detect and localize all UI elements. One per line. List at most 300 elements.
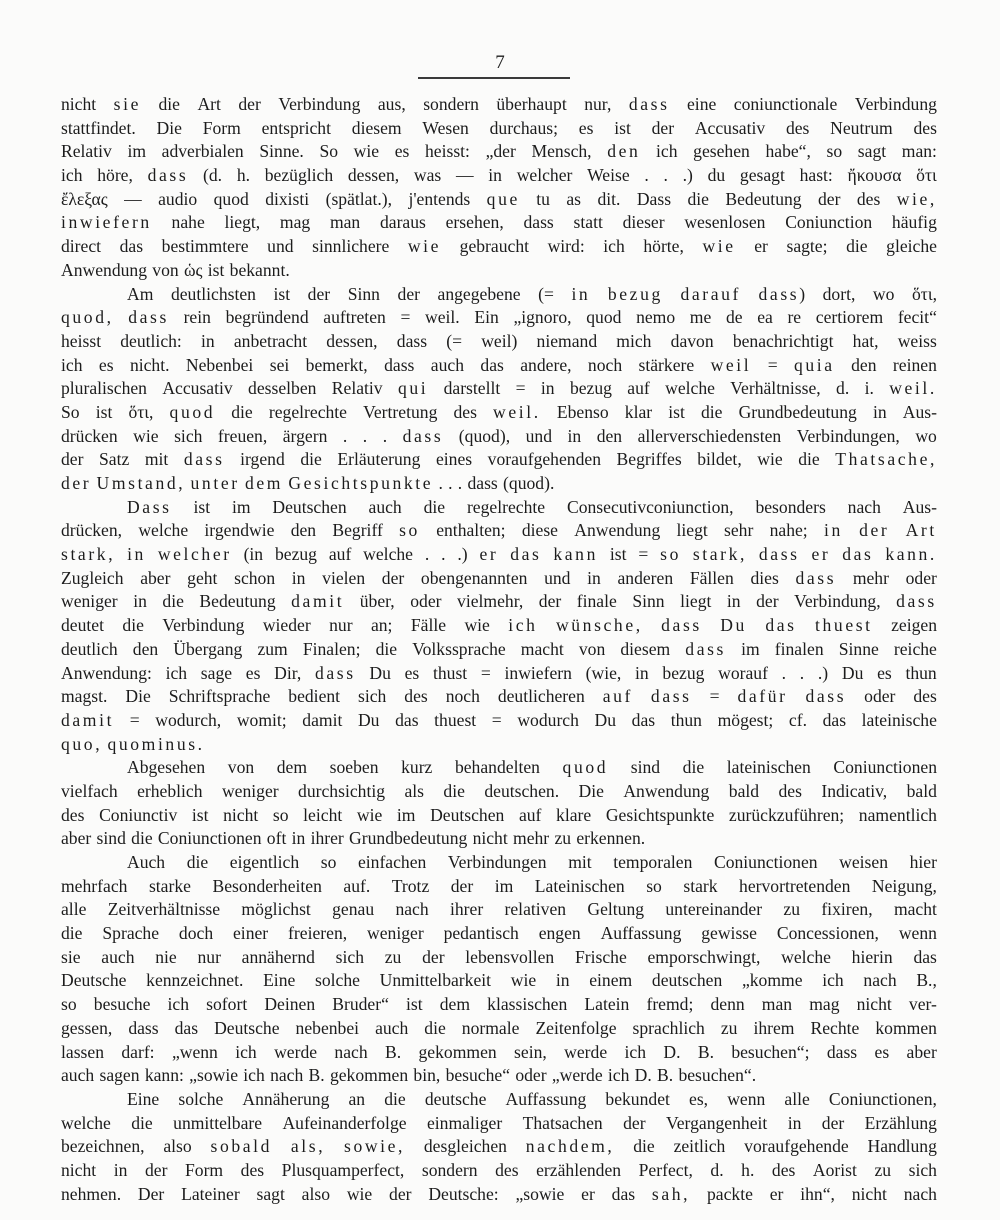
word: Vergangenheit	[665, 1112, 768, 1133]
word: quod	[169, 401, 216, 422]
text-line	[61, 614, 937, 638]
word: vielen	[322, 567, 366, 588]
word: mehr	[513, 828, 550, 849]
word: Die	[156, 117, 182, 138]
word: ich	[508, 615, 538, 636]
text-line	[61, 780, 937, 804]
word: dass	[523, 212, 554, 233]
word: ich	[822, 970, 844, 991]
word: (d.	[203, 165, 223, 186]
word: liegt	[680, 591, 712, 612]
word: regelrechte	[466, 496, 546, 517]
word: quod	[586, 307, 622, 328]
word: weniger	[61, 591, 118, 612]
word: Vertretung	[363, 401, 438, 422]
word: die	[846, 236, 868, 257]
word: ihrer	[449, 899, 484, 920]
text-line	[61, 638, 937, 662]
word: noch	[587, 354, 623, 375]
word: diese	[521, 520, 558, 541]
text-line	[61, 93, 937, 117]
word: „ignoro,	[513, 307, 572, 328]
word: hast:	[799, 165, 833, 186]
word: es	[404, 662, 420, 683]
word: sage	[200, 662, 233, 683]
word: welche	[665, 378, 715, 399]
word: das	[395, 709, 419, 730]
word: hier	[909, 852, 937, 872]
word: pedantisch	[443, 923, 519, 944]
word: weil.	[493, 401, 541, 422]
word: nebenbei	[295, 1017, 360, 1038]
word: wodurch	[517, 709, 579, 730]
word: so	[826, 141, 843, 162]
word: klar	[624, 401, 653, 422]
text-line	[61, 709, 937, 733]
word: im	[741, 638, 760, 659]
word: Frische	[574, 946, 627, 967]
word: So	[61, 401, 80, 422]
word: der	[381, 567, 405, 588]
word: der	[450, 875, 474, 896]
word: Dass	[636, 188, 672, 209]
word: im	[231, 496, 251, 517]
word: „sowie	[515, 1183, 565, 1204]
word: „der	[485, 141, 516, 162]
word: gekommen	[329, 1065, 409, 1086]
word: das	[510, 544, 542, 565]
word: sie	[113, 94, 142, 114]
word: die	[682, 757, 705, 778]
text-line	[61, 733, 937, 757]
word: deutlicheren	[497, 686, 585, 707]
word: dessen,	[347, 165, 400, 186]
word: Annäherung	[242, 1088, 330, 1109]
word: Deutsche	[61, 970, 127, 991]
word: deutschen.	[484, 780, 560, 801]
word: d.	[710, 1159, 724, 1180]
text-line	[61, 377, 937, 401]
word: eines	[435, 449, 473, 470]
word: sagen	[99, 1065, 140, 1086]
word: sich	[335, 946, 365, 967]
text-line	[61, 188, 937, 212]
word: nach	[334, 1041, 368, 1062]
word: deutsche	[424, 1088, 487, 1109]
word: (in	[243, 544, 264, 565]
word: .	[424, 544, 430, 565]
word: voraufgehenden	[487, 449, 601, 470]
word: =	[400, 307, 411, 328]
word: as	[566, 188, 582, 209]
word: Zeitenfolge	[535, 1017, 617, 1038]
word: statt	[573, 212, 603, 233]
word: Bedeutung	[199, 591, 276, 612]
word: nicht.	[129, 354, 170, 375]
word: bildet,	[697, 449, 742, 470]
word: Concessionen,	[776, 923, 879, 944]
word: er	[769, 1183, 784, 1204]
word: durchsichtig	[298, 780, 386, 801]
word: Coniunctionen	[713, 852, 818, 872]
word: Bedeutung	[725, 188, 802, 209]
word: Fällen	[689, 567, 734, 588]
word: der	[821, 1112, 845, 1133]
word: Begriff	[332, 520, 383, 541]
text-line	[61, 1088, 937, 1112]
text-line	[61, 685, 937, 709]
word: Weise	[587, 165, 630, 186]
word: es	[245, 662, 261, 683]
word: wie	[346, 1183, 373, 1204]
word: auf	[627, 378, 650, 399]
word: (=	[446, 330, 463, 351]
word: sich	[908, 1159, 937, 1180]
word: nur	[329, 615, 353, 636]
word: angegebene	[437, 283, 521, 304]
text-line	[61, 543, 937, 567]
word: werde	[274, 1041, 318, 1062]
word: kurz	[401, 757, 433, 778]
word: dixisti	[265, 188, 310, 209]
word: .)	[817, 662, 829, 683]
word: die	[700, 401, 723, 422]
word: nehmen.	[61, 1183, 122, 1204]
word: den	[596, 425, 623, 446]
word: ich	[607, 1065, 630, 1086]
word: anderen	[617, 567, 674, 588]
word: in	[872, 401, 887, 422]
text-line	[61, 283, 937, 307]
text-line	[61, 1159, 937, 1183]
word: sondern	[421, 1159, 478, 1180]
word: Coniunctionen	[833, 757, 937, 778]
word: der	[623, 1112, 646, 1133]
text-line	[61, 448, 937, 472]
word: stark,	[61, 544, 116, 565]
word: stark	[683, 875, 718, 896]
word: =	[767, 354, 778, 375]
word: von	[152, 259, 179, 280]
word: .	[438, 473, 443, 493]
word: was	[413, 165, 442, 186]
word: im	[396, 804, 416, 825]
word: mich	[616, 330, 652, 351]
word: zu	[783, 899, 801, 920]
word: die	[162, 591, 184, 612]
word: B.	[697, 1041, 714, 1062]
word: ist	[95, 401, 113, 422]
text-line	[61, 567, 937, 591]
word: niemand	[536, 330, 598, 351]
word: auch	[61, 1065, 95, 1086]
word: Schriftsprache	[168, 686, 271, 707]
word: ist	[406, 994, 423, 1015]
word: der	[144, 1159, 168, 1180]
word: darauf	[680, 283, 741, 304]
word: kennzeichnet.	[146, 970, 244, 991]
word: deutet	[61, 615, 104, 636]
word: in	[540, 378, 555, 399]
word: ὅτι	[916, 165, 937, 186]
word: auf	[518, 804, 542, 825]
word: er	[581, 1183, 595, 1204]
word: quia	[794, 354, 835, 375]
word: dass	[805, 686, 847, 707]
text-line	[61, 1017, 937, 1041]
word: auf	[328, 544, 352, 565]
word: nach	[847, 496, 881, 517]
word: das	[913, 946, 937, 967]
word: starke	[148, 875, 191, 896]
word: freieren,	[288, 923, 348, 944]
word: dass	[650, 686, 692, 707]
word: in	[555, 970, 570, 991]
word: Art	[905, 520, 937, 541]
word: behandelten	[454, 757, 540, 778]
word: B.	[308, 1065, 325, 1086]
word: quod	[562, 757, 609, 778]
word: bemerkt,	[305, 354, 368, 375]
word: Du	[720, 615, 747, 636]
word: (wie,	[585, 662, 622, 683]
word: der	[238, 94, 261, 114]
word: kann	[553, 544, 598, 565]
word: ihrer	[310, 828, 344, 849]
word: Sprache	[102, 923, 160, 944]
word: auch	[368, 496, 402, 517]
word: wesenlosen	[684, 212, 766, 233]
word: B.,	[916, 970, 937, 991]
word: so	[660, 544, 681, 565]
word: worauf	[718, 662, 768, 683]
word: dessen,	[326, 330, 378, 351]
word: Anwendung	[574, 520, 661, 541]
word: sprachlich	[632, 1017, 705, 1038]
text-line	[61, 969, 937, 993]
word: Nebenbei	[185, 354, 254, 375]
word: des	[913, 686, 937, 707]
word: eine	[687, 94, 717, 114]
word: emporschwingt,	[647, 946, 761, 967]
word: mag	[809, 994, 840, 1015]
word: dass	[128, 1017, 159, 1038]
word: das	[611, 1183, 636, 1204]
word: noch	[445, 686, 480, 707]
word: stark,	[692, 544, 748, 565]
text-line	[61, 993, 937, 1017]
word: Gesichtspunkte	[288, 473, 434, 493]
word: ich	[624, 1041, 646, 1062]
text-line	[61, 235, 937, 259]
word: Coniunctiv	[99, 804, 178, 825]
word: des	[61, 804, 85, 825]
word: =	[480, 662, 491, 683]
word: in	[127, 544, 146, 565]
word: ea	[757, 307, 773, 328]
word: certiorem	[815, 307, 884, 328]
word: der	[61, 449, 84, 470]
word: damit	[61, 709, 115, 730]
word: lebensvollen	[465, 946, 555, 967]
word: sofort	[206, 994, 248, 1015]
word: nach	[270, 1065, 304, 1086]
word: als	[404, 780, 424, 801]
word: Relativ	[61, 141, 112, 162]
word: nicht	[223, 804, 259, 825]
word: bezug	[274, 544, 317, 565]
word: des	[856, 188, 881, 209]
word: alle	[784, 1088, 810, 1109]
word: Bruder“	[332, 994, 389, 1015]
word: (quod).	[503, 473, 555, 493]
word: Neigung,	[871, 875, 937, 896]
word: geht	[187, 567, 218, 588]
word: den	[132, 638, 159, 659]
word: nahe	[171, 212, 205, 233]
word: Handlung	[867, 1136, 937, 1157]
word: die	[687, 188, 709, 209]
word: welcher	[516, 165, 573, 186]
word: dass)	[758, 283, 806, 304]
word: bekundet	[605, 1088, 670, 1109]
word: liegt	[676, 520, 708, 541]
word: welche	[363, 544, 413, 565]
word: es,	[689, 1088, 709, 1109]
word: so	[272, 804, 289, 825]
word: gessen,	[61, 1017, 113, 1038]
word: stärkere	[638, 354, 695, 375]
word: also	[301, 1183, 331, 1204]
word: Ebenso	[556, 401, 609, 422]
word: Coniunctionen	[157, 828, 262, 849]
word: im	[127, 141, 147, 162]
word: thust	[432, 662, 468, 683]
word: oft	[266, 828, 287, 849]
word: Anwendung	[61, 259, 148, 280]
word: obengenannten	[420, 567, 528, 588]
word: klassischen	[487, 994, 568, 1015]
word: sowie,	[344, 1136, 406, 1157]
text-line	[61, 590, 937, 614]
word: bekannt.	[229, 259, 290, 280]
word: schon	[234, 567, 276, 588]
word: in	[133, 591, 147, 612]
word: das	[842, 544, 874, 565]
word: bezüglich	[264, 165, 334, 186]
word: wieder	[262, 615, 311, 636]
word: Neutrum	[830, 117, 893, 138]
text-line	[61, 1135, 937, 1159]
word: oder	[905, 567, 937, 588]
word: auf.	[343, 875, 371, 896]
word: sich	[358, 686, 387, 707]
word: durchaus;	[489, 117, 559, 138]
word: Der	[137, 1183, 165, 1204]
word: Relativ	[331, 378, 383, 399]
word: wodurch,	[155, 709, 222, 730]
word: bezug	[607, 283, 663, 304]
word: Anwendung:	[61, 662, 152, 683]
word: .	[448, 473, 453, 493]
word: einmaliger	[426, 1112, 503, 1133]
word: über,	[359, 591, 395, 612]
word: das	[765, 615, 797, 636]
word: darf:	[121, 1041, 155, 1062]
word: oder	[864, 686, 896, 707]
word: die	[633, 1136, 655, 1157]
word: audio	[158, 188, 198, 209]
word: dass	[183, 449, 225, 470]
word: der	[422, 946, 445, 967]
word: Accusativ	[694, 117, 766, 138]
word: einer	[233, 923, 269, 944]
word: ὅτι,	[911, 283, 937, 304]
word: der	[389, 1183, 412, 1204]
word: mehr	[852, 567, 889, 588]
word: aber	[61, 828, 92, 849]
word: Deinen	[264, 994, 316, 1015]
word: zum	[257, 638, 288, 659]
word: dem	[276, 757, 308, 778]
word: auch	[430, 354, 465, 375]
word: Consecutivconiunction,	[566, 496, 734, 517]
word: in	[587, 567, 601, 588]
word: Dass	[127, 496, 172, 517]
word: .)	[682, 165, 693, 186]
word: habe“,	[765, 141, 811, 162]
word: die	[231, 401, 253, 422]
word: So	[319, 141, 339, 162]
word: „komme	[741, 970, 803, 991]
word: in	[635, 662, 649, 683]
word: das	[480, 354, 504, 375]
word: aber	[906, 1041, 937, 1062]
word: Erzählung	[864, 1112, 937, 1133]
text-line	[61, 898, 937, 922]
word: heisst	[61, 330, 102, 351]
word: zu	[720, 1017, 738, 1038]
word: Geltung	[587, 899, 645, 920]
word: des	[453, 401, 477, 422]
word: pluralischen	[61, 378, 147, 399]
word: dieser	[622, 212, 665, 233]
word: B.	[657, 1065, 674, 1086]
word: der	[307, 283, 331, 304]
word: ist	[614, 117, 631, 138]
word: wenn	[898, 923, 937, 944]
word: ich	[235, 1041, 257, 1062]
word: =	[515, 378, 526, 399]
word: h.	[236, 165, 251, 186]
word: weil	[710, 354, 752, 375]
word: drücken,	[61, 520, 123, 541]
body-text	[61, 93, 937, 1206]
word: wie	[464, 615, 490, 636]
word: bezug	[662, 662, 705, 683]
word: enthalten;	[436, 520, 506, 541]
word: wenn	[727, 1088, 766, 1109]
word: welche	[61, 1112, 111, 1133]
word: ist	[207, 259, 225, 280]
word: es	[394, 141, 410, 162]
word: sah,	[651, 1183, 691, 1204]
word: die	[300, 449, 322, 470]
word: des	[404, 686, 428, 707]
word: diesem	[351, 117, 402, 138]
word: der	[61, 473, 92, 493]
word: voraufgehende	[744, 1136, 849, 1157]
